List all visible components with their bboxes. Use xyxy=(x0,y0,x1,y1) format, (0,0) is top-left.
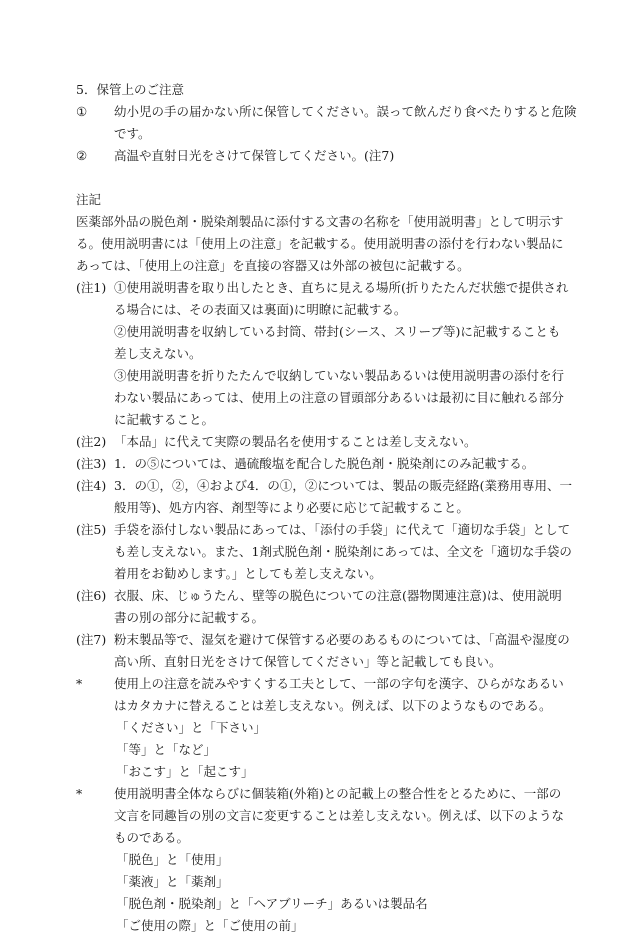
notes-intro-line: あっては、「使用上の注意」を直接の容器又は外部の被包に記載する。 xyxy=(76,258,470,273)
text-line: 高温や直射日光をさけて保管してください。(注7) xyxy=(114,148,395,163)
text-line: 般用等)、処方内容、剤型等により必要に応じて記載すること。 xyxy=(114,500,469,515)
example-line: 「等」と「など」 xyxy=(116,742,217,757)
text-line: はカタカナに替えることは差し支えない。例えば、以下のようなものである。 xyxy=(114,698,552,713)
example-line: 「おこす」と「起こす」 xyxy=(116,764,254,779)
item-text xyxy=(114,145,554,167)
example-line: 「脱色」と「使用」 xyxy=(116,852,229,867)
item-marker: ① xyxy=(76,104,88,119)
example-line: 「薬液」と「薬剤」 xyxy=(116,874,229,889)
text-line: 高い所、直射日光をさけて保管してください」等と記載しても良い。 xyxy=(114,654,502,669)
note-item xyxy=(76,585,562,629)
text-line: 「本品」に代えて実際の製品名を使用することは差し支えない。 xyxy=(114,434,477,449)
note-text xyxy=(114,585,562,629)
note-text xyxy=(114,453,554,475)
note-text xyxy=(114,673,564,783)
notes-heading: 注記 xyxy=(76,192,102,207)
note-text xyxy=(114,277,568,431)
example-line: 「脱色剤・脱染剤」と「ヘアブリーチ」あるいは製品名 xyxy=(116,896,428,911)
document-content xyxy=(76,79,577,937)
note-marker: (注4) xyxy=(76,478,107,493)
text-line: 衣服、床、じゅうたん、壁等の脱色についての注意(器物関連注意)は、使用説明 xyxy=(114,588,562,603)
note-item xyxy=(76,277,569,431)
text-line: 手袋を添付しない製品にあっては、「添付の手袋」に代えて「適切な手袋」として xyxy=(114,522,571,537)
text-line: わない製品にあっては、使用上の注意の冒頭部分あるいは最初に目に触れる部分 xyxy=(114,390,564,405)
note-text xyxy=(114,475,572,519)
text-line: ③使用説明書を折りたたんで収納していない製品あるいは使用説明書の添付を行 xyxy=(114,368,565,383)
section-heading: 5．保管上のご注意 xyxy=(76,82,184,97)
text-line: る場合には、その表面又は裏面)に明瞭に記載する。 xyxy=(114,302,407,317)
note-item xyxy=(76,431,554,453)
note-text xyxy=(114,519,572,585)
text-line: ①使用説明書を取り出したとき、直ちに見える場所(折りたたんだ状態で提供され xyxy=(114,280,569,295)
note-item xyxy=(76,629,570,673)
text-line: 書の別の部分に記載する。 xyxy=(114,610,265,625)
asterisk-note xyxy=(76,783,565,937)
asterisk-marker: * xyxy=(76,786,83,801)
note-marker: (注1) xyxy=(76,280,107,295)
text-line: ものである。 xyxy=(114,830,190,845)
item-marker: ② xyxy=(76,148,88,163)
text-line: 使用説明書全体ならびに個装箱(外箱)との記載上の整合性をとるために、一部の xyxy=(114,786,562,801)
text-line: 着用をお勧めします。」としても差し支えない。 xyxy=(114,566,382,581)
text-line: 3．の①，②，④および4．の①，②については、製品の販売経路(業務用専用、一 xyxy=(114,478,573,493)
text-line: です。 xyxy=(114,126,151,141)
note-marker: (注2) xyxy=(76,434,107,449)
caution-item xyxy=(76,145,554,167)
notes-intro-line: 医薬部外品の脱色剤・脱染剤製品に添付する文書の名称を「使用説明書」として明示す xyxy=(76,214,564,229)
note-marker: (注3) xyxy=(76,456,107,471)
note-marker: (注7) xyxy=(76,632,107,647)
example-line: 「ください」と「下さい」 xyxy=(116,720,267,735)
spacer xyxy=(76,167,554,189)
text-line: 差し支えない。 xyxy=(114,346,202,361)
note-item xyxy=(76,475,573,519)
note-marker: (注5) xyxy=(76,522,107,537)
note-text xyxy=(114,783,564,937)
text-line: 粉末製品等で、湿気を避けて保管する必要のあるものについては、「高温や湿度の xyxy=(114,632,570,647)
notes-intro-line: る。使用説明書には「使用上の注意」を記載する。使用説明書の添付を行わない製品に xyxy=(76,236,564,251)
note-text xyxy=(114,629,570,673)
text-line: ②使用説明書を収納している封筒、帯封(シース、スリーブ等)に記載することも xyxy=(114,324,561,339)
asterisk-note xyxy=(76,673,564,783)
item-text xyxy=(114,101,577,145)
text-line: 幼小児の手の届かない所に保管してください。誤って飲んだり食べたりすると危険 xyxy=(114,104,577,119)
text-line: に記載すること。 xyxy=(114,412,215,427)
text-line: も差し支えない。また、1剤式脱色剤・脱染剤にあっては、全文を「適切な手袋の xyxy=(114,544,572,559)
note-item xyxy=(76,453,554,475)
text-line: 1．の⑤については、過硫酸塩を配合した脱色剤・脱染剤にのみ記載する。 xyxy=(114,456,535,471)
example-line: 「ご使用の際」と「ご使用の前」 xyxy=(116,918,304,933)
text-line: 使用上の注意を読みやすくする工夫として、一部の字句を漢字、ひらがなあるい xyxy=(114,676,564,691)
note-marker: (注6) xyxy=(76,588,107,603)
caution-item xyxy=(76,101,577,145)
note-text xyxy=(114,431,554,453)
note-item xyxy=(76,519,572,585)
asterisk-marker: * xyxy=(76,676,83,691)
text-line: 文言を同趣旨の別の文言に変更することは差し支えない。例えば、以下のような xyxy=(114,808,565,823)
